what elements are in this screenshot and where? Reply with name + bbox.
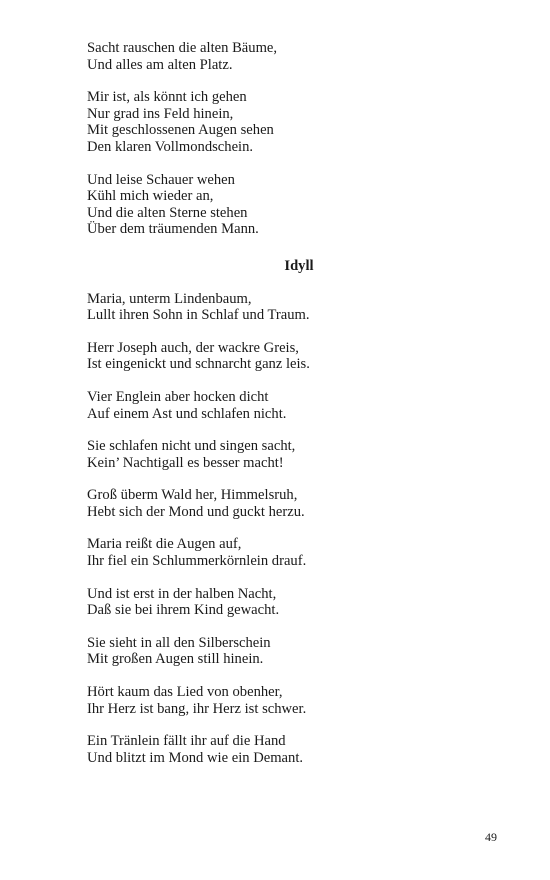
- verse-line: Und ist erst in der halben Nacht,: [87, 585, 277, 602]
- poem-title: Idyll: [284, 257, 314, 274]
- verse-line: Über dem träumenden Mann.: [87, 221, 259, 238]
- stanza: [87, 536, 507, 569]
- verse-line: Mir ist, als könnt ich gehen: [87, 89, 247, 106]
- verse-line: Und leise Schauer wehen: [87, 171, 235, 188]
- verse-line: Kein’ Nachtigall es besser macht!: [87, 454, 284, 471]
- stanza: [87, 291, 507, 324]
- verse-line: Ihr Herz ist bang, ihr Herz ist schwer.: [87, 700, 307, 717]
- stanza: [87, 684, 507, 717]
- verse-line: Und die alten Sterne stehen: [87, 204, 248, 221]
- verse-line: Hört kaum das Lied von obenher,: [87, 684, 283, 701]
- verse-line: Sacht rauschen die alten Bäume,: [87, 40, 278, 56]
- verse-line: Daß sie bei ihrem Kind gewacht.: [87, 602, 280, 619]
- page-number: 49: [485, 830, 497, 844]
- text-block: [87, 40, 507, 782]
- verse-line: Ist eingenickt und schnarcht ganz leis.: [87, 356, 310, 373]
- stanza: [87, 40, 507, 73]
- stanza: [87, 89, 507, 155]
- stanza: [87, 438, 507, 471]
- verse-line: Mit großen Augen still hinein.: [87, 651, 264, 668]
- verse-line: Mit geschlossenen Augen sehen: [87, 122, 274, 139]
- verse-line: Nur grad ins Feld hinein,: [87, 105, 234, 122]
- stanza: [87, 733, 507, 766]
- stanza: [87, 172, 507, 238]
- verse-line: Und blitzt im Mond wie ein Demant.: [87, 749, 304, 766]
- verse-line: Maria reißt die Augen auf,: [87, 536, 242, 553]
- verse-line: Ein Tränlein fällt ihr auf die Hand: [87, 733, 286, 750]
- verse-line: Herr Joseph auch, der wackre Greis,: [87, 339, 299, 356]
- verse-line: Den klaren Vollmondschein.: [87, 138, 254, 155]
- stanza: [87, 487, 507, 520]
- verse-line: Groß überm Wald her, Himmelsruh,: [87, 487, 298, 504]
- verse-line: Auf einem Ast und schlafen nicht.: [87, 405, 287, 422]
- verse-line: Und alles am alten Platz.: [87, 56, 233, 73]
- verse-line: Kühl mich wieder an,: [87, 188, 214, 205]
- stanza: [87, 340, 507, 373]
- verse-line: Sie schlafen nicht und singen sacht,: [87, 438, 296, 455]
- verse-line: Hebt sich der Mond und guckt herzu.: [87, 503, 305, 520]
- verse-line: Vier Englein aber hocken dicht: [87, 388, 269, 405]
- stanza: [87, 635, 507, 668]
- verse-line: Lullt ihren Sohn in Schlaf und Traum.: [87, 307, 310, 324]
- stanza: [87, 586, 507, 619]
- verse-line: Maria, unterm Lindenbaum,: [87, 290, 252, 307]
- verse-line: Sie sieht in all den Silberschein: [87, 634, 271, 651]
- stanza: [87, 389, 507, 422]
- verse-line: Ihr fiel ein Schlummerkörnlein drauf.: [87, 553, 307, 570]
